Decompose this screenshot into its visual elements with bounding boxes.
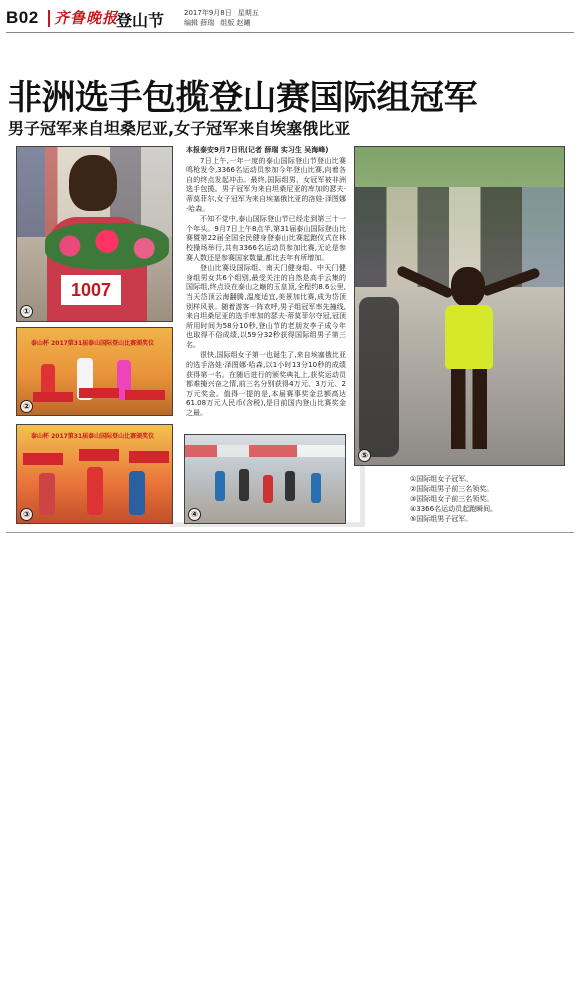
article-paragraph: 7日上午,一年一度的泰山国际登山节登山比赛鸣枪发令,3366名运动员参加今年登山比赛,向着各自的终点发起冲击。最终,国际组男、女冠军被非洲选手包揽。男子冠军为来自坦桑尼亚的库加的瑟夫·蒂莫菲尔,女子冠军为来自埃塞俄比亚的洛娃·泽图娜·哈森。 — [186, 156, 346, 213]
award-banner: 泰山杯 2017第31届泰山国际登山比赛颁奖仪 — [31, 340, 155, 347]
photo-number: ③ — [20, 508, 33, 521]
photo-race-start — [184, 434, 346, 524]
header-divider — [48, 10, 50, 27]
prize-board — [79, 388, 119, 398]
athlete-jersey — [445, 305, 493, 369]
photo-womens-podium — [16, 424, 173, 524]
prize-board — [33, 392, 73, 402]
bottom-rule — [6, 532, 574, 533]
podium-athlete — [39, 473, 55, 515]
issue-weekday: 星期五 — [237, 9, 259, 17]
runner — [311, 473, 321, 503]
athlete-head — [451, 267, 485, 307]
prize-board — [125, 390, 165, 400]
banner-strip — [185, 445, 345, 457]
designer-credit: 组版 赵曦 — [220, 19, 251, 27]
photo-captions — [410, 474, 497, 524]
photo-mens-podium — [16, 327, 173, 416]
photo-number: ④ — [188, 508, 201, 521]
subheadline: 男子冠军来自坦桑尼亚,女子冠军来自埃塞俄比亚 — [8, 119, 351, 138]
runner — [215, 471, 225, 501]
section-title: 登山节 — [116, 11, 165, 30]
race-bib: 1007 — [61, 275, 121, 305]
page-number: B02 — [6, 8, 39, 27]
caption-item: ①国际组女子冠军。 — [410, 475, 473, 483]
caption-item: ③国际组女子前三名领奖。 — [410, 495, 494, 503]
prize-board — [79, 449, 119, 461]
article-paragraph: 登山比赛设国际组、南天门健身组、中天门健身组男女共6个组别,最受关注的自然是高手云集的国际组,终点设在泰山之巅的玉皇顶,全程约8.6公里,当天岱顶云海翻腾,温度适宜,美景加比赛,成为岱顶别样风景。随着游客一阵欢呼,男子组冠军率先撞线,来自坦桑尼亚的选手库加的瑟夫·蒂莫菲尔夺冠,冠顶所用时间为58分10秒,登山节的老朋友李子成今年也取得不俗成绩,以59分32秒获得国际组男子第三名。 — [186, 264, 346, 349]
prize-board — [129, 451, 169, 463]
caption-item: ④3366名运动员起跑瞬间。 — [410, 505, 498, 513]
issue-meta — [184, 8, 265, 28]
podium-athlete — [87, 467, 103, 515]
spectator — [359, 297, 399, 457]
photo-number: ② — [20, 400, 33, 413]
newspaper-logo: 齐鲁晚报 — [54, 9, 119, 27]
runner — [263, 475, 273, 503]
article-byline: 本报泰安9月7日讯(记者 薛瑞 实习生 吴海峰) — [186, 146, 329, 154]
issue-date: 2017年9月8日 — [184, 9, 232, 17]
caption-item: ⑤国际组男子冠军。 — [410, 515, 473, 523]
runner — [239, 469, 249, 501]
athlete-head — [69, 155, 117, 211]
prize-board — [23, 453, 63, 465]
article-paragraph: 很快,国际组女子第一也诞生了,来自埃塞俄比亚的选手洛娃·泽图娜·哈森,以1小时13分10秒的成绩获得第一名。在随后进行的颁奖典礼上,获奖运动员都难掩兴奋之情,前三名分别获得4万元、3万元、2万元奖金。值得一提的是,本届赛事奖金总额高达61.08万元人民币(含税),是目前国内登山比赛奖金之最。 — [186, 351, 346, 418]
article-body — [186, 146, 346, 420]
photo-number: ① — [20, 305, 33, 318]
header-rule — [6, 32, 574, 33]
caption-item: ②国际组男子前三名领奖。 — [410, 485, 494, 493]
photo-womens-champion — [16, 146, 173, 322]
podium-athlete — [129, 471, 145, 515]
editor-credit: 编辑 薛瑞 — [184, 19, 215, 27]
photo-mens-champion — [354, 146, 565, 466]
headline: 非洲选手包揽登山赛国际组冠军 — [8, 78, 477, 118]
runner — [285, 471, 295, 501]
athlete-legs — [451, 369, 487, 449]
article-paragraph: 不知不觉中,泰山国际登山节已经走到第三十一个年头。9月7日上午8点半,第31届泰山国际登山比赛暨第22届全国全民健身登泰山比赛起跑仪式在林校操场举行,共有3366名运动员参加比赛,无论是参赛人数还是参赛国家数量,都比去年有所增加。 — [186, 215, 346, 262]
photo-number: ⑤ — [358, 449, 371, 462]
award-banner: 泰山杯 2017第31届泰山国际登山比赛颁奖仪 — [31, 433, 155, 440]
flower-bouquet — [45, 223, 169, 269]
